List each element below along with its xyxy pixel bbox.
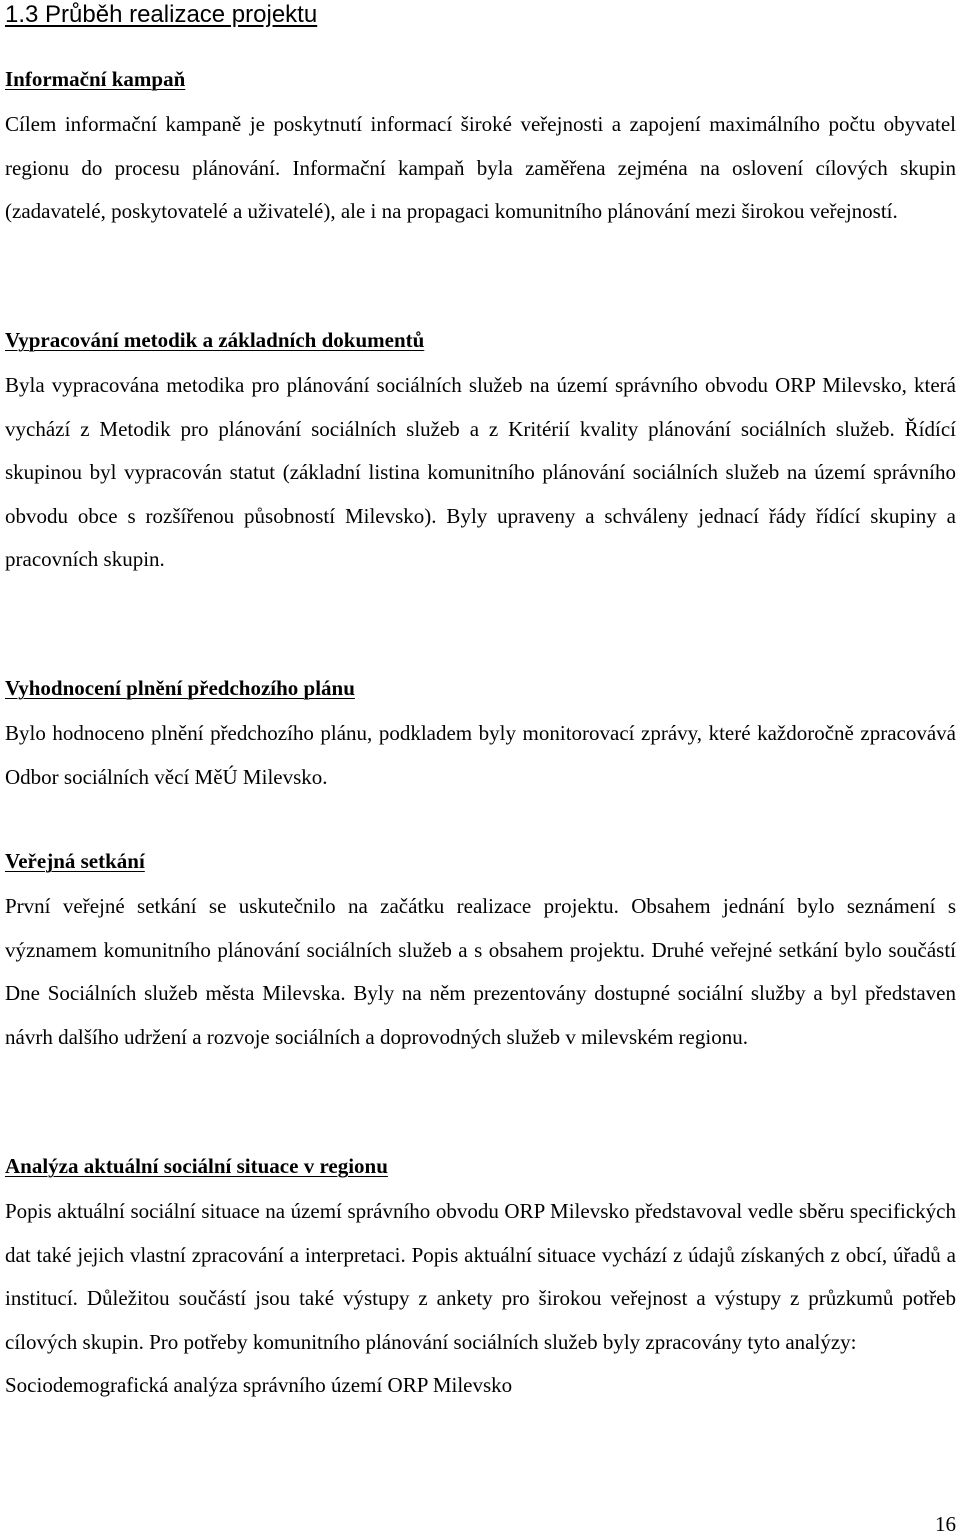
section-paragraph: První veřejné setkání se uskutečnilo na začátku realizace projektu. Obsahem jednání bylo seznámení s významem komunitního plánování sociálních služeb a s obsahem projektu. Druhé veřejné setkání bylo součástí Dne Sociálních služeb města Milevska. Byly na něm prezentovány dostupné sociální služby a byl představen návrh dalšího udržení a rozvoje sociálních a doprovodných služeb v milevském regionu.	[5, 894, 956, 1049]
section-title: Vypracování metodik a základních dokumentů	[5, 328, 425, 352]
section-title: Veřejná setkání	[5, 849, 145, 873]
section-paragraph: Cílem informační kampaně je poskytnutí informací široké veřejnosti a zapojení maximálního počtu obyvatel regionu do procesu plánování. Informační kampaň byla zaměřena zejména na oslovení cílových skupin (zadavatelé, poskytovatelé a uživatelé), ale i na propagaci komunitního plánování mezi širokou veřejností.	[5, 112, 956, 223]
page-heading: 1.3 Průběh realizace projektu	[5, 1, 318, 28]
section-vypracovani-metodik	[5, 327, 956, 582]
section-paragraph: Bylo hodnoceno plnění předchozího plánu, podkladem byly monitorovací zprávy, které každoročně zpracovává Odbor sociálních věcí MěÚ Milevsko.	[5, 721, 956, 789]
section-title: Informační kampaň	[5, 67, 186, 91]
section-paragraph: Byla vypracována metodika pro plánování sociálních služeb na území správního obvodu ORP Milevsko, která vychází z Metodik pro plánování sociálních služeb a z Kritérií kvality plánování sociálních služeb. Řídící skupinou byl vypracován statut (základní listina komunitního plánování sociálních služeb na území správního obvodu obce s rozšířenou působností Milevsko). Byly upraveny a schváleny jednací řády řídící skupiny a pracovních skupin.	[5, 373, 956, 571]
section-vyhodnoceni-planu	[5, 675, 956, 799]
section-analyza-situace	[5, 1153, 956, 1408]
section-verejna-setkani	[5, 848, 956, 1059]
page-number: 16	[935, 1512, 956, 1536]
section-title: Analýza aktuální sociální situace v regionu	[5, 1154, 388, 1178]
section-informacni-kampan	[5, 66, 956, 234]
section-title: Vyhodnocení plnění předchozího plánu	[5, 676, 355, 700]
section-paragraph: Popis aktuální sociální situace na území správního obvodu ORP Milevsko představoval vedle sběru specifických dat také jejich vlastní zpracování a interpretaci. Popis aktuální situace vychází z údajů získaných z obcí, úřadů a institucí. Důležitou součástí jsou také výstupy z ankety pro širokou veřejnost a výstupy z průzkumů potřeb cílových skupin. Pro potřeby komunitního plánování sociálních služeb byly zpracovány tyto analýzy:	[5, 1199, 956, 1354]
section-paragraph-analysis-item: Sociodemografická analýza správního území ORP Milevsko	[5, 1373, 513, 1397]
